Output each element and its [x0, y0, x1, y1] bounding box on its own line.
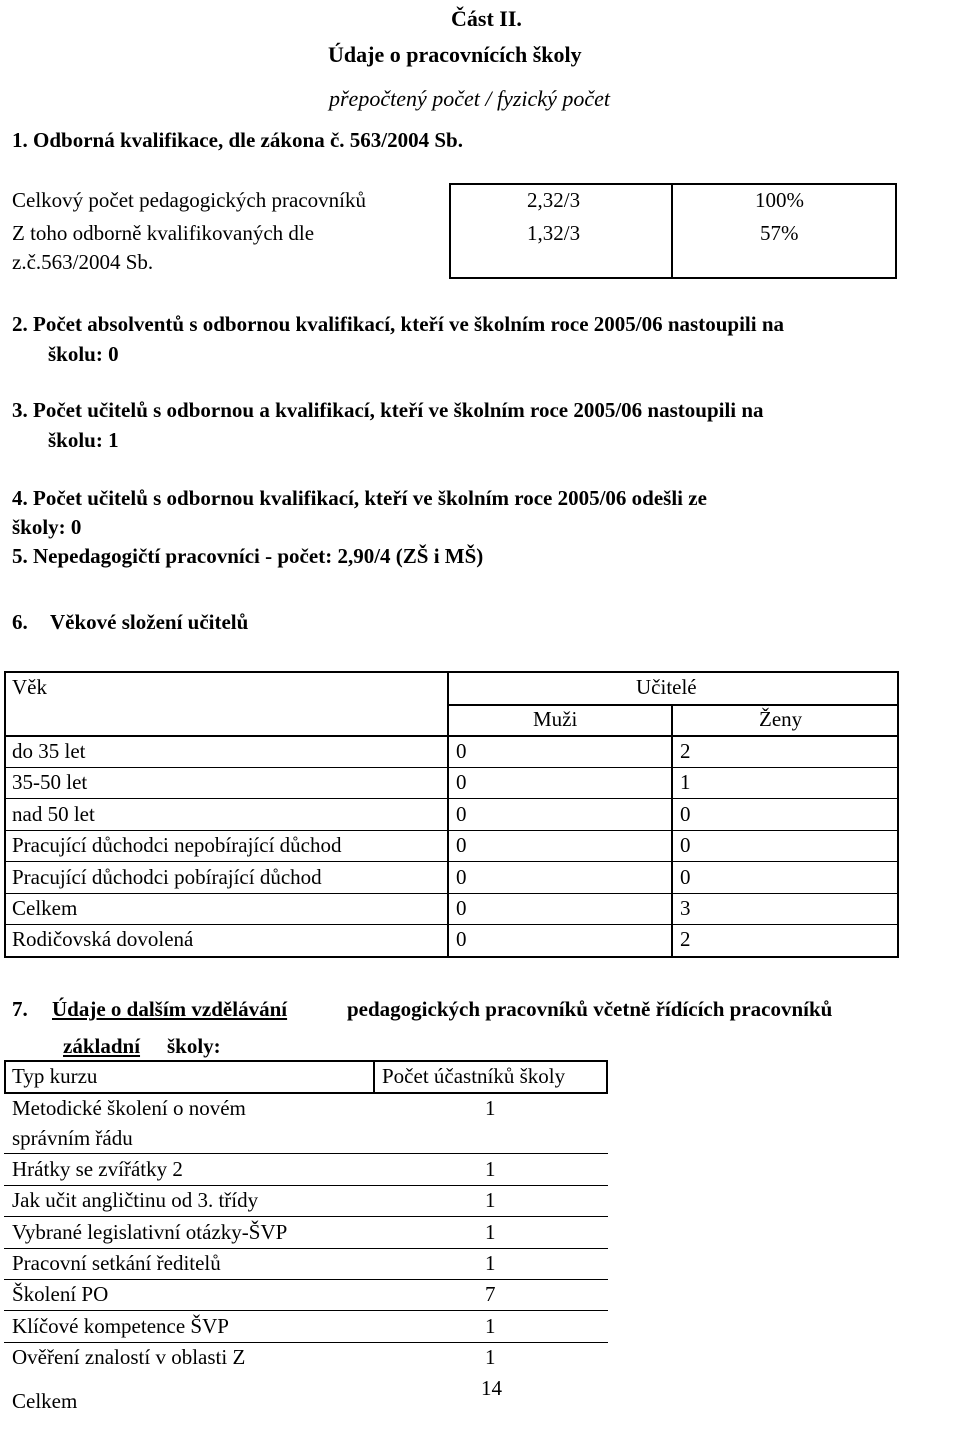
table-cell-age: do 35 let	[12, 739, 86, 763]
table-cell-percent: 57%	[760, 221, 799, 245]
table-cell-count: 2,32/3	[527, 188, 581, 212]
table-cell-percent: 100%	[755, 188, 804, 212]
section-6-heading: Věkové složení učitelů	[50, 610, 249, 634]
table-cell-men: 0	[456, 833, 467, 857]
table-cell-men: 0	[456, 896, 467, 920]
table-cell-type: Jak učit angličtinu od 3. třídy	[12, 1188, 259, 1212]
section-2-line-cont: školu: 0	[48, 342, 119, 366]
table-cell-age: Rodičovská dovolená	[12, 927, 194, 951]
table-cell-count: 1	[485, 1345, 496, 1369]
table-cell-women: 0	[680, 865, 691, 889]
page-title: Údaje o pracovnících školy	[328, 42, 582, 67]
table-cell-type: Metodické školení o novém	[12, 1096, 246, 1120]
table-cell-count: 1	[485, 1251, 496, 1275]
table-cell-men: 0	[456, 770, 467, 794]
table-cell-women: 0	[680, 802, 691, 826]
table-cell-women: 2	[680, 927, 691, 951]
page-subtitle: přepočtený počet / fyzický počet	[329, 86, 610, 111]
table-cell-women: 3	[680, 896, 691, 920]
part-heading: Část II.	[451, 6, 522, 31]
table-cell-men: 0	[456, 927, 467, 951]
table-cell-label: Z toho odborně kvalifikovaných dle	[12, 221, 315, 245]
section-6-number: 6.	[12, 610, 28, 634]
section-7-heading-b: pedagogických pracovníků včetně řídících pracovníků	[347, 997, 833, 1021]
table-cell-age: Celkem	[12, 896, 78, 920]
table-cell-label: Celkový počet pedagogických pracovníků	[12, 188, 366, 212]
table-cell-count: 1	[485, 1188, 496, 1212]
table-cell-type: Vybrané legislativní otázky-ŠVP	[12, 1220, 288, 1244]
section-1-heading: 1. Odborná kvalifikace, dle zákona č. 563/2004 Sb.	[12, 128, 463, 152]
table-cell-women: 2	[680, 739, 691, 763]
column-header-women: Ženy	[759, 707, 803, 731]
table-cell-count: 1,32/3	[527, 221, 581, 245]
table-cell-type: Školení PO	[12, 1282, 109, 1306]
table-cell-type: Pracovní setkání ředitelů	[12, 1251, 221, 1275]
table-cell-age: Pracující důchodci nepobírající důchod	[12, 833, 342, 857]
table-cell-count: 1	[485, 1314, 496, 1338]
table-cell-label-cont: z.č.563/2004 Sb.	[12, 250, 154, 274]
column-header-men: Muži	[533, 707, 578, 731]
table-cell-type-cont: správním řádu	[12, 1126, 133, 1150]
section-4-line-cont: školy: 0	[12, 515, 82, 539]
table-cell-age: Pracující důchodci pobírající důchod	[12, 865, 322, 889]
table-cell-type: Ověření znalostí v oblasti Z	[12, 1345, 246, 1369]
table-cell-type: Klíčové kompetence ŠVP	[12, 1314, 229, 1338]
table-cell-age: 35-50 let	[12, 770, 88, 794]
column-header-count: Počet účastníků školy	[382, 1064, 566, 1088]
section-7-number: 7.	[12, 997, 28, 1021]
table-cell-men: 0	[456, 802, 467, 826]
table-cell-type: Hrátky se zvířátky 2	[12, 1157, 183, 1181]
column-header-teachers: Učitelé	[636, 675, 697, 699]
total-label: Celkem	[12, 1389, 78, 1413]
section-7-heading-a: Údaje o dalším vzdělávání	[52, 997, 288, 1021]
section-3-line-cont: školu: 1	[48, 428, 119, 452]
section-7-heading-c: základní	[63, 1034, 141, 1058]
table-cell-count: 1	[485, 1157, 496, 1181]
section-7-heading-d: školy:	[167, 1034, 221, 1058]
total-value: 14	[481, 1376, 502, 1400]
table-cell-women: 0	[680, 833, 691, 857]
table-cell-men: 0	[456, 865, 467, 889]
table-cell-women: 1	[680, 770, 691, 794]
column-header-age: Věk	[12, 675, 47, 699]
table-cell-men: 0	[456, 739, 467, 763]
table-cell-count: 1	[485, 1220, 496, 1244]
table-cell-age: nad 50 let	[12, 802, 95, 826]
section-3-line: 3. Počet učitelů s odbornou a kvalifikací, kteří ve školním roce 2005/06 nastoupili na	[12, 398, 764, 422]
section-4-line: 4. Počet učitelů s odbornou kvalifikací, kteří ve školním roce 2005/06 odešli ze	[12, 486, 707, 510]
section-2-line: 2. Počet absolventů s odbornou kvalifikací, kteří ve školním roce 2005/06 nastoupili na	[12, 312, 785, 336]
table-cell-count: 7	[485, 1282, 496, 1306]
section-5-line: 5. Nepedagogičtí pracovníci - počet: 2,90/4 (ZŠ i MŠ)	[12, 544, 484, 568]
table-cell-count: 1	[485, 1096, 496, 1120]
column-header-type: Typ kurzu	[12, 1064, 98, 1088]
